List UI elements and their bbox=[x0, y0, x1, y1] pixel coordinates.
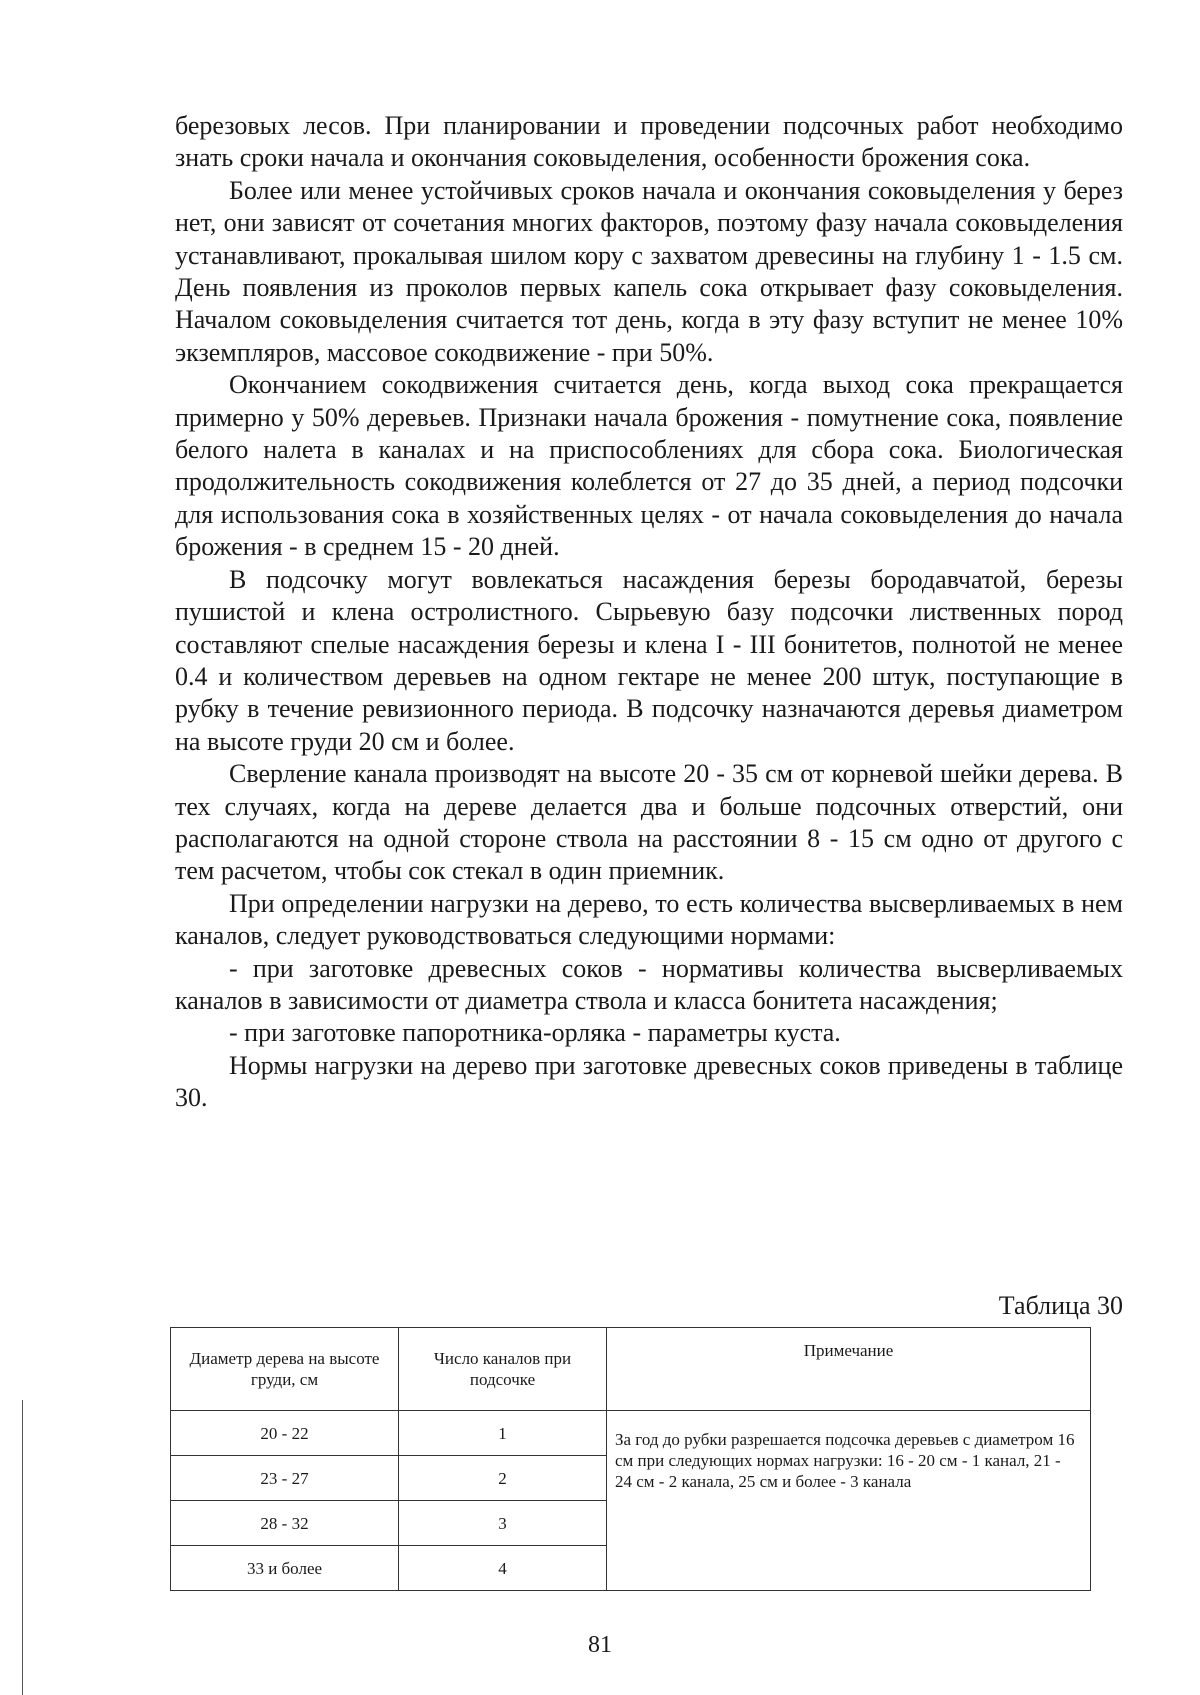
cell-diameter: 33 и более bbox=[171, 1546, 399, 1591]
header-diameter: Диаметр дерева на высоте груди, см bbox=[171, 1328, 399, 1411]
table-caption: Таблица 30 bbox=[998, 1291, 1123, 1320]
paragraph-6: При определении нагрузки на дерево, то есть количества высверливаемых в нем каналов, следует руководствоваться следующими нормами: bbox=[175, 888, 1123, 951]
cell-channels: 3 bbox=[399, 1501, 607, 1546]
paragraph-9: Нормы нагрузки на дерево при заготовке древесных соков приведены в таблице 30. bbox=[175, 1050, 1123, 1113]
paragraph-8: - при заготовке папоротника-орляка - параметры куста. bbox=[229, 1018, 841, 1048]
cell-channels: 4 bbox=[399, 1546, 607, 1591]
paragraph-1: березовых лесов. При планировании и проведении подсочных работ необходимо знать сроки начала и окончания соковыделения, особенности брожения сока. bbox=[175, 111, 1123, 173]
header-note: Примечание bbox=[607, 1328, 1091, 1411]
paragraph-5: Сверление канала производят на высоте 20 - 35 см от корневой шейки дерева. В тех случаях, когда на дереве делается два и больше подсочных отверстий, они располагаются на одной стороне ствола на расстоянии 8 - 15 см одно от другого с тем расчетом, чтобы сок стекал в один приемник. bbox=[175, 759, 1123, 886]
cell-diameter: 20 - 22 bbox=[171, 1411, 399, 1456]
cell-channels: 1 bbox=[399, 1411, 607, 1456]
cell-channels: 2 bbox=[399, 1456, 607, 1501]
body-text bbox=[175, 110, 1123, 1115]
paragraph-2: Более или менее устойчивых сроков начала и окончания соковыделения у берез нет, они зависят от сочетания многих факторов, поэтому фазу начала соковыделения устанавливают, прокалывая шилом кору с захватом древесины на глубину 1 - 1.5 см. День появления из проколов первых капель сока открывает фазу соковыделения. Началом соковыделения считается тот день, когда в эту фазу вступит не менее 10% экземпляров, массовое сокодвижение - при 50%. bbox=[175, 175, 1123, 367]
table-header-row bbox=[171, 1328, 1091, 1411]
paragraph-3: Окончанием сокодвижения считается день, когда выход сока прекращается примерно у 50% деревьев. Признаки начала брожения - помутнение сока, появление белого налета в каналах и на приспособлениях для сбора сока. Биологическая продолжительность сокодвижения колеблется от 27 до 35 дней, а период подсочки для использования сока в хозяйственных целях - от начала соковыделения до начала брожения - в среднем 15 - 20 дней. bbox=[175, 370, 1123, 562]
table-row bbox=[171, 1411, 1091, 1456]
page-number: 81 bbox=[588, 1632, 612, 1658]
paragraph-4: В подсочку могут вовлекаться насаждения березы бородавчатой, березы пушистой и клена остролистного. Сырьевую базу подсочки лиственных пород составляют спелые насаждения березы и клена I - III бонитетов, полнотой не менее 0.4 и количеством деревьев на одном гектаре не менее 200 штук, поступающие в рубку в течение ревизионного периода. В подсочку назначаются деревья диаметром на высоте груди 20 см и более. bbox=[175, 564, 1123, 756]
cell-diameter: 23 - 27 bbox=[171, 1456, 399, 1501]
cell-diameter: 28 - 32 bbox=[171, 1501, 399, 1546]
header-channels: Число каналов при подсочке bbox=[399, 1328, 607, 1411]
paragraph-7: - при заготовке древесных соков - нормативы количества высверливаемых каналов в зависимости от диаметра ствола и класса бонитета насаждения; bbox=[175, 953, 1123, 1015]
load-norms-table bbox=[170, 1327, 1091, 1591]
cell-note: За год до рубки разрешается подсочка деревьев с диаметром 16 см при следующих нормах нагрузки: 16 - 20 см - 1 канал, 21 - 24 см - 2 канала, 25 см и более - 3 канала bbox=[607, 1411, 1091, 1591]
